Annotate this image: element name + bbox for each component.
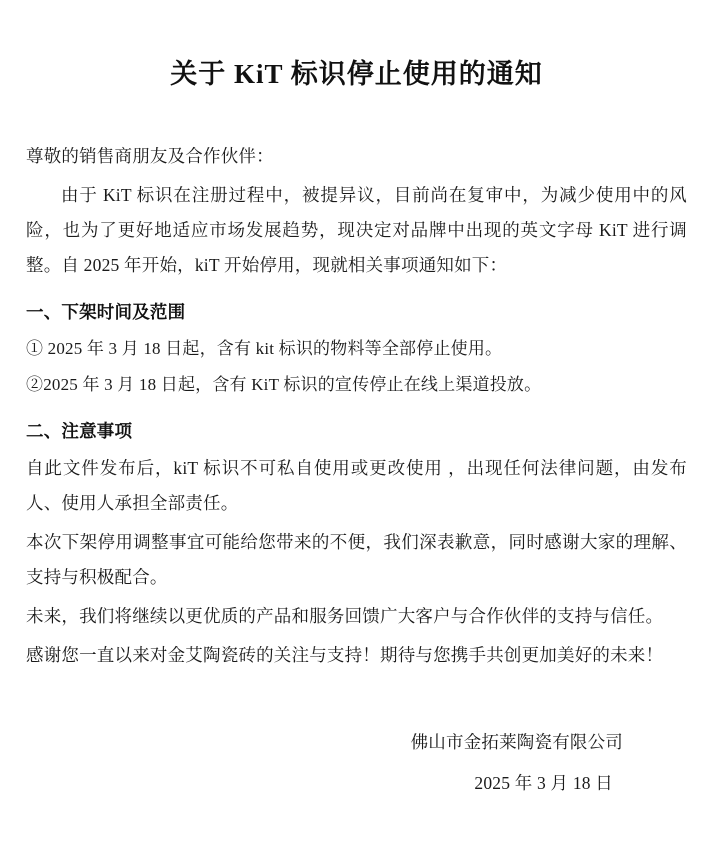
page-title: 关于 KiT 标识停止使用的通知 (170, 59, 543, 89)
document-body (26, 139, 687, 673)
section2-paragraph: 未来，我们将继续以更优质的产品和服务回馈广大客户与合作伙伴的支持与信任。 (26, 606, 664, 626)
section-heading-2: 二、注意事项 (26, 421, 133, 441)
list-item: ②2025 年 3 月 18 日起，含有 KiT 标识的宣传停止在线上渠道投放。 (26, 375, 542, 394)
intro-paragraph: 由于 KiT 标识在注册过程中，被提异议，目前尚在复审中，为减少使用中的风险，也为了更好地适应市场发展趋势，现决定对品牌中出现的英文字母 KiT 进行调整。自 2025 年开始，kiT 开始停用，现就相关事项通知如下： (26, 185, 687, 275)
list-item: ① 2025 年 3 月 18 日起，含有 kit 标识的物料等全部停止使用。 (26, 339, 503, 358)
salutation: 尊敬的销售商朋友及合作伙伴： (26, 146, 274, 166)
signature-block (26, 725, 687, 801)
section2-paragraph: 感谢您一直以来对金艾陶瓷砖的关注与支持！期待与您携手共创更加美好的未来！ (26, 645, 664, 665)
signature-company: 佛山市金拓莱陶瓷有限公司 (410, 732, 623, 752)
section-heading-1: 一、下架时间及范围 (26, 302, 186, 322)
section2-paragraph: 自此文件发布后，kiT 标识不可私自使用或更改使用 ，出现任何法律问题，由发布人、使用人承担全部责任。 (26, 458, 687, 513)
signature-date: 2025 年 3 月 18 日 (474, 773, 613, 793)
section2-paragraph: 本次下架停用调整事宜可能给您带来的不便，我们深表歉意，同时感谢大家的理解、支持与积极配合。 (26, 532, 687, 587)
